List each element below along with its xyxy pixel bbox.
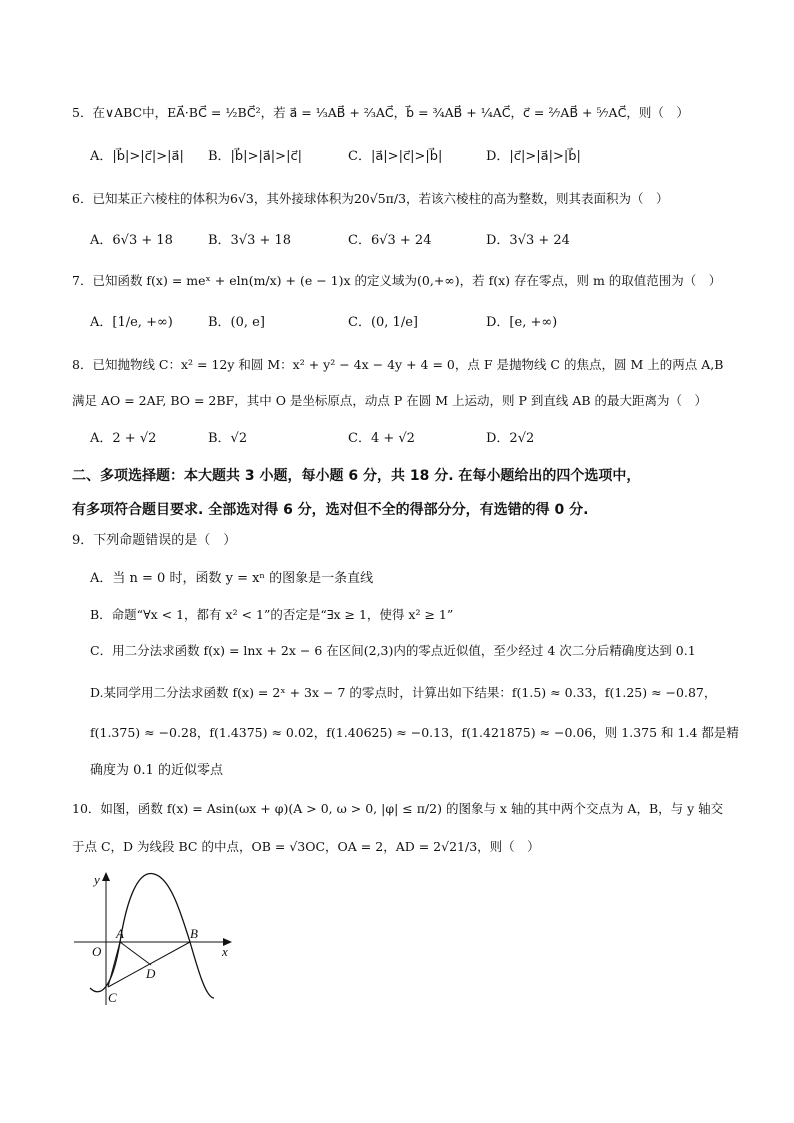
q5-option-d: D．|c⃗|>|a⃗|>|b⃗| (486, 149, 581, 164)
q7-option-a: A．[1/e, +∞) (90, 315, 173, 330)
q6-option-b: B．3√3 + 18 (208, 233, 292, 248)
q10-stem-line2: 于点 C，D 为线段 BC 的中点，OB = √3OC，OA = 2，AD = 2√21/3，则（ ） (72, 839, 540, 854)
q9-option-d-line3: 确度为 0.1 的近似零点 (90, 763, 223, 778)
q7-option-c: C．(0, 1/e] (348, 315, 418, 330)
label-x: x (222, 944, 228, 959)
y-axis-arrow-icon (102, 872, 110, 881)
segment-ad (120, 942, 151, 965)
q9-option-c: C．用二分法求函数 f(x) = lnx + 2x − 6 在区间(2,3)内的零点近似值，至少经过 4 次二分后精确度达到 0.1 (90, 643, 696, 658)
q9-option-b: B．命题“∀x < 1，都有 x² < 1”的否定是“∃x ≥ 1，使得 x² ≥ 1” (90, 607, 454, 622)
q7-option-b: B．(0, e] (208, 315, 265, 330)
q9-option-d-line1: D.某同学用二分法求函数 f(x) = 2ˣ + 3x − 7 的零点时，计算出如下结果：f(1.5) ≈ 0.33，f(1.25) ≈ −0.87， (90, 685, 717, 700)
sine-graph-figure (72, 870, 247, 1010)
q5-option-b: B．|b⃗|>|a⃗|>|c⃗| (208, 149, 302, 164)
label-o: O (92, 944, 102, 959)
q7-option-d: D．[e, +∞) (486, 315, 558, 330)
q8-option-a: A．2 + √2 (90, 431, 157, 446)
segment-ac (108, 942, 120, 987)
q6-option-d: D．3√3 + 24 (486, 233, 570, 248)
label-d: D (146, 966, 156, 981)
q8-stem-line2: 满足 AO = 2AF, BO = 2BF，其中 O 是坐标原点，动点 P 在圆 M 上运动，则 P 到直线 AB 的最大距离为（ ） (72, 393, 708, 408)
q9-option-a: A．当 n = 0 时，函数 y = xⁿ 的图象是一条直线 (90, 571, 374, 586)
q9-stem: 9．下列命题错误的是（ ） (72, 533, 237, 548)
q8-option-d: D．2√2 (486, 431, 535, 446)
q10-stem-line1: 10．如图，函数 f(x) = Asin(ωx + φ)(A > 0, ω > 0, |φ| ≤ π/2) 的图象与 x 轴的其中两个交点为 A，B，与 y 轴交 (72, 801, 724, 816)
q6-option-c: C．6√3 + 24 (348, 233, 432, 248)
label-c: C (108, 990, 117, 1005)
q9-option-d-line2: f(1.375) ≈ −0.28，f(1.4375) ≈ 0.02，f(1.40625) ≈ −0.13，f(1.421875) ≈ −0.06，则 1.375 和 1.4 都是精 (90, 725, 739, 740)
q7-stem: 7．已知函数 f(x) = meˣ + eln(m/x) + (e − 1)x 的定义域为(0,+∞)，若 f(x) 存在零点，则 m 的取值范围为（ ） (72, 273, 722, 288)
label-a: A (116, 926, 124, 941)
q6-option-a: A．6√3 + 18 (90, 233, 173, 248)
label-b: B (190, 926, 198, 941)
label-y: y (94, 872, 100, 887)
section-heading-line2: 有多项符合题目要求. 全部选对得 6 分，选对但不全的得部分分，有选错的得 0 分. (72, 502, 589, 518)
q8-option-c: C．4 + √2 (348, 431, 415, 446)
q8-option-b: B．√2 (208, 431, 248, 446)
q5-stem: 5．在∨ABC中，EA⃗·BC⃗ = ½BC⃗²，若 a⃗ = ⅓AB⃗ + ⅔AC⃗，b⃗ = ¾AB⃗ + ¼AC⃗，c⃗ = ²⁄₇AB⃗ + ⁵⁄₇AC⃗，则（ ） (72, 105, 689, 120)
q5-option-a: A．|b⃗|>|c⃗|>|a⃗| (90, 149, 184, 164)
q5-option-c: C．|a⃗|>|c⃗|>|b⃗| (348, 149, 443, 164)
q6-stem: 6．已知某正六棱柱的体积为6√3，其外接球体积为20√5π/3，若该六棱柱的高为整数，则其表面积为（ ） (72, 191, 669, 206)
section-heading-line1: 二、多项选择题：本大题共 3 小题，每小题 6 分，共 18 分. 在每小题给出的四个选项中， (72, 468, 641, 484)
q8-stem-line1: 8．已知抛物线 C：x² = 12y 和圆 M：x² + y² − 4x − 4y + 4 = 0，点 F 是抛物线 C 的焦点，圆 M 上的两点 A,B (72, 357, 724, 372)
